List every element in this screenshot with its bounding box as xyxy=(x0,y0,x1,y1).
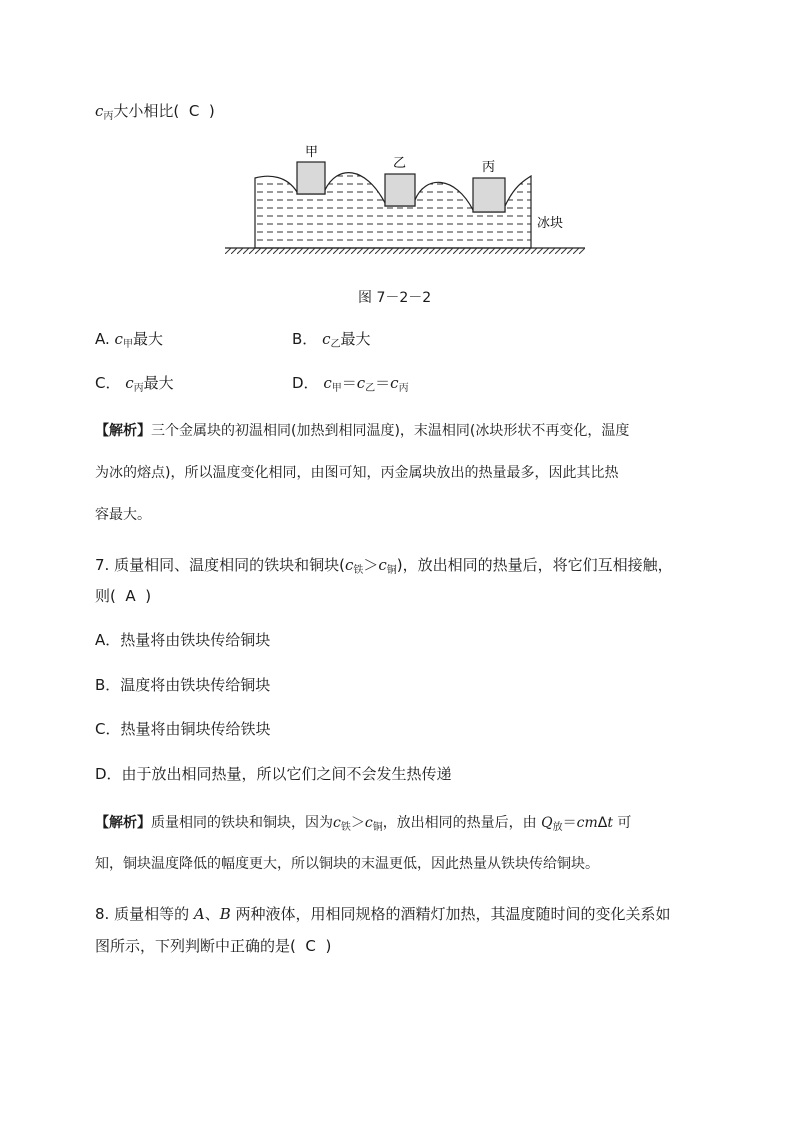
figure-caption: 图 7－2－2 xyxy=(358,290,432,306)
q6-option-c: C． $c_丙$最大 xyxy=(95,374,174,394)
q6-analysis-line2: 为冰的熔点)，所以温度变化相同，由图可知，丙金属块放出的热量最多，因此其比热 xyxy=(95,465,619,481)
q7-option-a: A．热量将由铁块传给铜块 xyxy=(95,631,271,649)
block-yi xyxy=(385,174,415,206)
block-jia xyxy=(297,162,325,194)
ground-hatch xyxy=(225,248,585,254)
q7-stem-line1: 7. 质量相同、温度相同的铁块和铜块$(c_铁>c_铜)$，放出相同的热量后，将它们互相接触， xyxy=(95,556,673,576)
q7-analysis-line1: 【解析】质量相同的铁块和铜块，因为$c_铁>c_铜$，放出相同的热量后，由 $Q_放=cm\Delta t$ 可 xyxy=(95,815,632,833)
q6-option-a: A. $c_甲$最大 xyxy=(95,330,163,350)
q6-answer: C xyxy=(188,102,200,120)
label-ice: 冰块 xyxy=(537,216,564,231)
label-jia: 甲 xyxy=(305,145,319,160)
q7-option-d: D．由于放出相同热量，所以它们之间不会发生热传递 xyxy=(95,765,452,783)
q6-analysis-line1: 【解析】三个金属块的初温相同(加热到相同温度)，末温相同(冰块形状不再变化，温度 xyxy=(95,423,630,439)
label-bing: 丙 xyxy=(482,160,496,175)
ice-block-figure xyxy=(225,140,585,264)
q7-option-c: C．热量将由铜块传给铁块 xyxy=(95,720,271,738)
q6-option-b: B． $c_乙$最大 xyxy=(292,330,371,350)
analysis-tag: 【解析】 xyxy=(95,423,151,439)
block-bing xyxy=(473,178,505,212)
q6-option-d: D． $c_甲=c_乙=c_丙$ xyxy=(292,374,409,394)
q7-stem-line2: 则( A ) xyxy=(95,587,152,605)
q8-answer: C xyxy=(305,937,316,955)
analysis-tag: 【解析】 xyxy=(95,815,151,831)
q7-answer: A xyxy=(125,587,136,605)
q8-stem-line1: 8. 质量相等的 A、B 两种液体，用相同规格的酒精灯加热，其温度随时间的变化关系如 xyxy=(95,905,671,923)
label-yi: 乙 xyxy=(393,156,407,171)
q8-stem-line2: 图所示，下列判断中正确的是( C ) xyxy=(95,937,332,955)
ice-block-diagram xyxy=(225,140,585,260)
q7-analysis-line2: 知，铜块温度降低的幅度更大，所以铜块的末温更低，因此热量从铁块传给铜块。 xyxy=(95,856,599,872)
q6-analysis-line3: 容最大。 xyxy=(95,507,151,523)
q6-stem-tail: $c_丙$大小相比( C ) xyxy=(95,102,215,122)
q7-option-b: B．温度将由铁块传给铜块 xyxy=(95,676,271,694)
